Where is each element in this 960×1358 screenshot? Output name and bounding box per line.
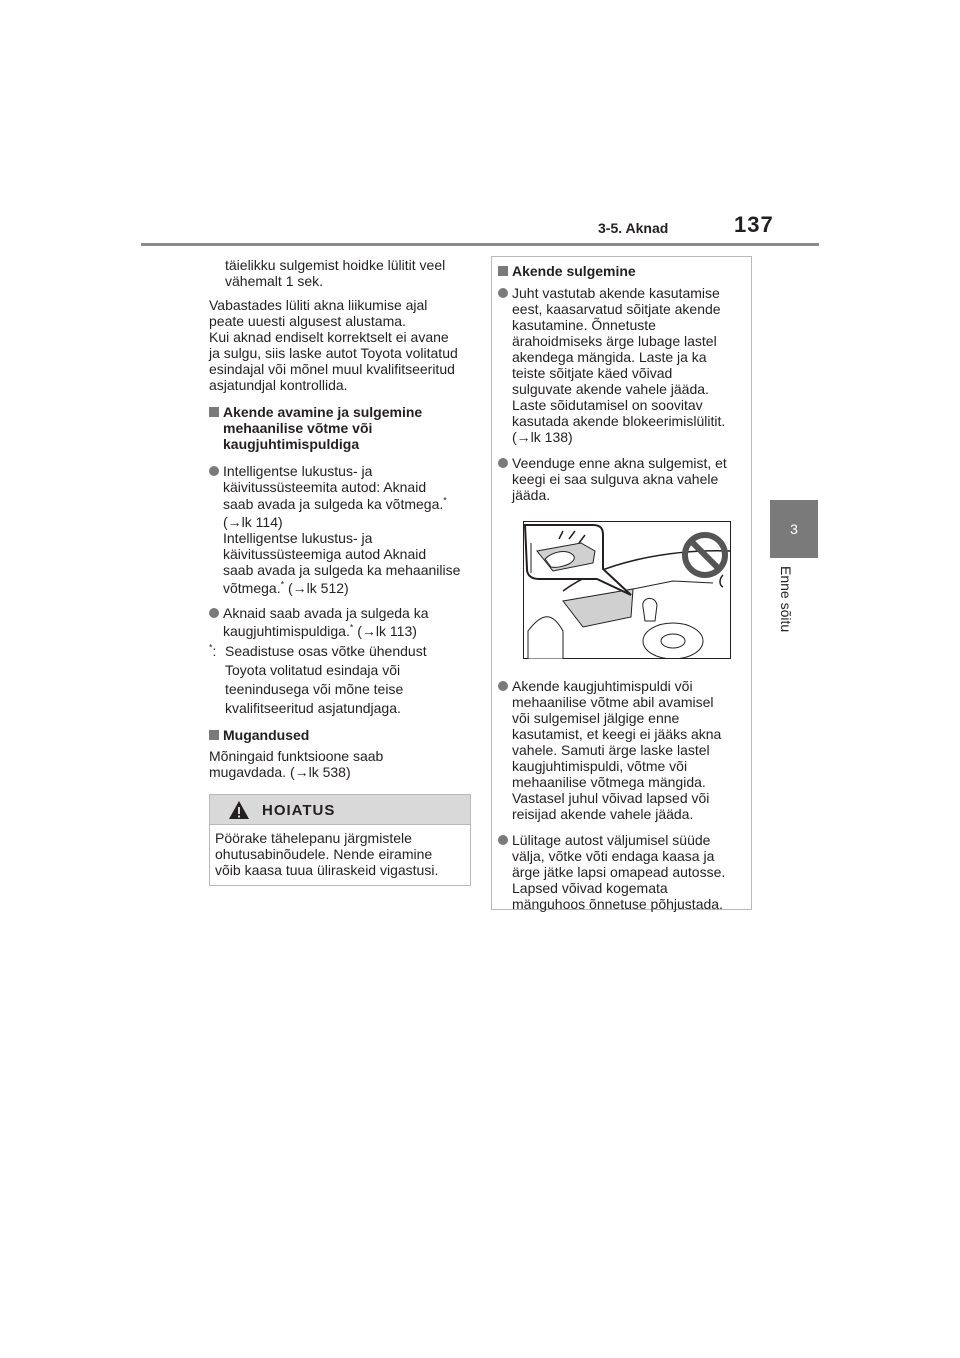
chapter-label: Enne sõitu [778,566,794,633]
warning-body: Pöörake tähelepanu järgmistele ohutusabinõudele. Nende eiramine võib kaasa tuua üliraskeid vigastusi. [215,830,439,878]
paragraph-line: peate uuesti algusest alustama. [209,313,406,329]
window-pinch-illustration [523,521,731,659]
round-bullet-icon [498,458,508,468]
cont-line: täielikku sulgemist hoidke lülitit veel [225,257,446,273]
paragraph-line: asjatundjal kontrollida. [209,377,348,393]
paragraph-line: mugavdada. (→lk 538) [209,764,351,780]
paragraph-line: ja sulgu, siis laske autot Toyota volitatud [209,345,458,361]
warning-triangle-icon [228,800,250,820]
section-title: 3-5. Aknad [598,220,669,236]
square-bullet-icon [498,266,508,276]
left-column [209,257,471,780]
list-item: Aknaid saab avada ja sulgeda ka kaugjuhtimispuldiga.* (→lk 113) [209,605,471,642]
list-item: Akende kaugjuhtimispuldi või mehaanilise võtme abil avamisel või sulgemisel jälgige enne kasutamist, et keegi ei jääks akna vahele. Samuti ärge laske lastel kaugjuhtimispuldi, võtme või mehaanilise võtmega mängida. Vastasel juhul võivad lapsed või reisijad akende vahele jääda. [498,678,743,822]
subheading-closing-windows: Akende sulgemine [498,263,743,279]
paragraph-line: Vabastades lüliti akna liikumise ajal [209,297,428,313]
round-bullet-icon [498,835,508,845]
chapter-tab: 3 [770,500,818,558]
page-number: 137 [734,212,774,237]
warning-content-box [491,256,752,910]
subheading-customization: Mugandused [209,727,471,743]
paragraph-line: Kui aknad endiselt korrektselt ei avane [209,329,449,345]
round-bullet-icon [498,681,508,691]
paragraph-line: Mõningaid funktsioone saab [209,748,384,764]
round-bullet-icon [498,288,508,298]
subheading-window-keys: Akende avamine ja sulgemine mehaanilise võtme või kaugjuhtimispuldiga [209,404,471,452]
round-bullet-icon [209,608,219,618]
warning-title: HOIATUS [262,802,336,819]
list-item: Juht vastutab akende kasutamise eest, kaasarvatud sõitjate akende kasutamine. Õnnetuste ärahoidmiseks ärge lubage lastel akendega mängida. Laste ja ka teiste sõitjate käed võivad sulguvate akende vahele jääda. Laste sõidutamisel on soovitav kasutada akende blokeerimislülitit. (→lk 138) [498,285,743,445]
warning-header [210,795,470,825]
cont-line: vähemalt 1 sek. [225,273,324,289]
header-rule [141,243,819,246]
list-item: Intelligentse lukustus- ja käivitussüsteemita autod: Aknaid saab avada ja sulgeda ka võtmega.* (→lk 114) Intelligentse lukustus- ja käivitussüsteemiga autod Aknaid saab avada ja sulgeda ka mehaanilise võtmega.* (→lk 512) [209,463,471,599]
footnote: *: Seadistuse osas võtke ühendust Toyota volitatud esindaja või teenindusega või mõne teise kvalifitseeritud asjatundjaga. [209,642,427,716]
square-bullet-icon [209,730,219,740]
list-item: Lülitage autost väljumisel süüde välja, võtke võti endaga kaasa ja ärge jätke lapsi omapead autosse. Lapsed võivad kogemata mänguhoos õnnetuse põhjustada. [498,832,743,912]
list-item: Veenduge enne akna sulgemist, et keegi ei saa sulguva akna vahele jääda. [498,455,743,503]
square-bullet-icon [209,407,219,417]
round-bullet-icon [209,466,219,476]
warning-box [209,794,471,886]
paragraph-line: esindajal või mõnel muul kvalifitseeritud [209,361,455,377]
